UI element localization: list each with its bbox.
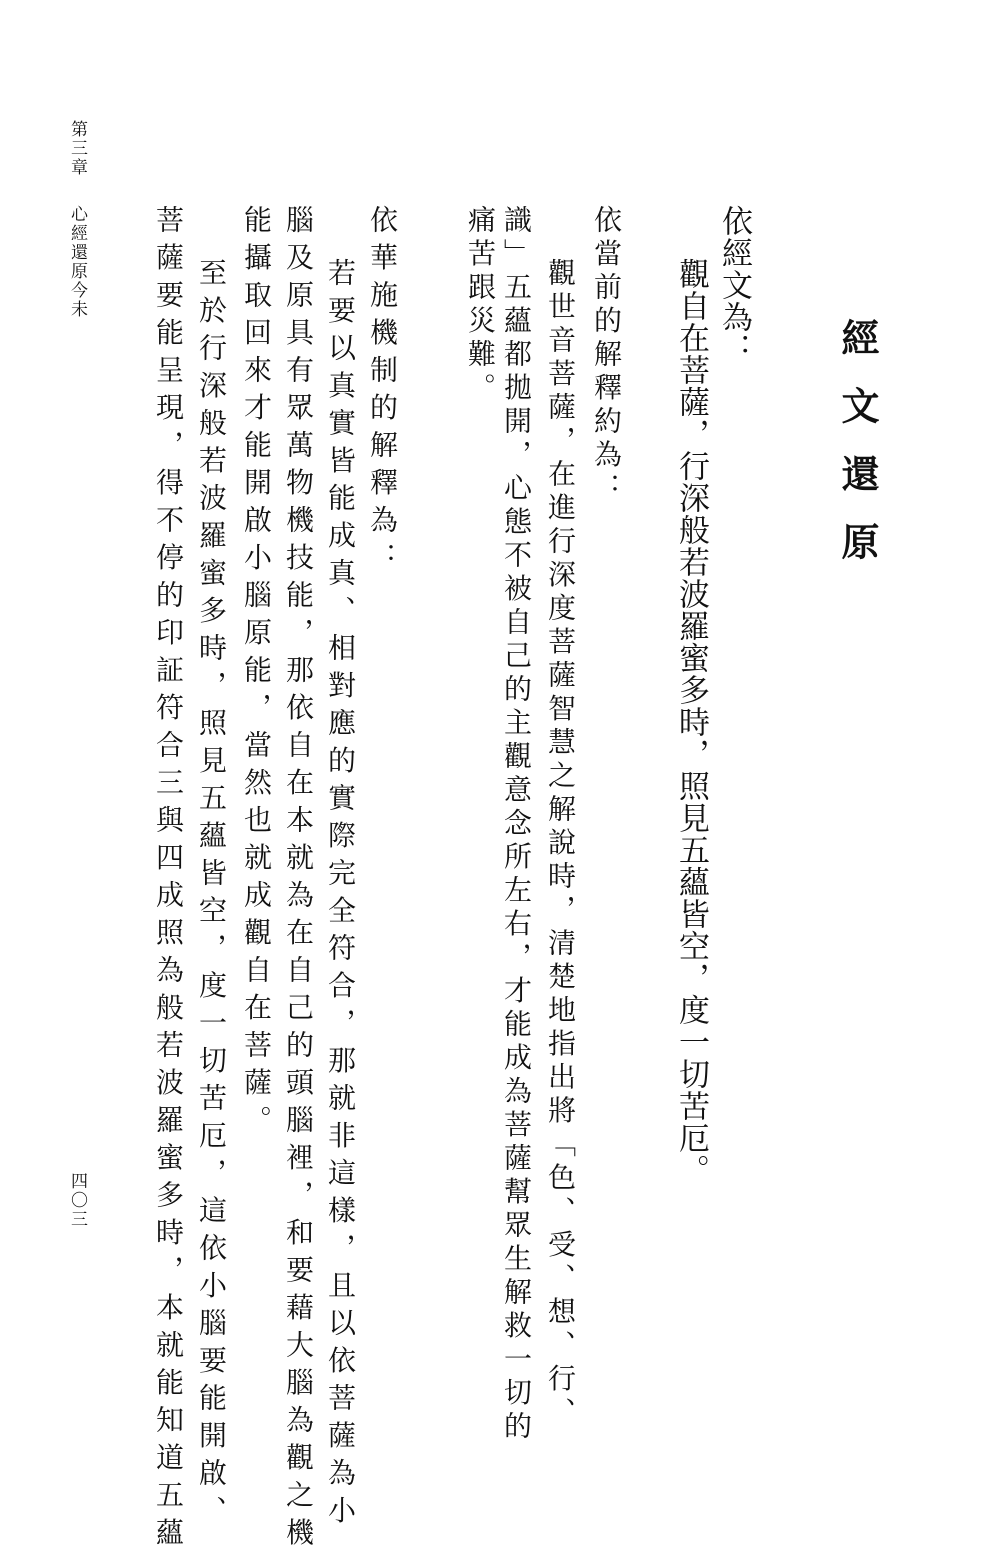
huashi-explanation-label: 依華施機制的解釋為： [366,205,399,580]
huashi-explanation-line: 腦及原具有眾萬物機技能，那依自在本就為在自己的頭腦裡，和要藉大腦為觀之機 [282,205,315,1555]
book-title: 心經還原今未 [67,205,87,319]
page-title: 經文還原 [835,318,880,590]
current-explanation-line: 識」五蘊都拋開，心態不被自己的主觀意念所左右，才能成為菩薩幫眾生解救一切的 [500,205,533,1445]
huashi-explanation-line: 至於行深般若波羅蜜多時，照見五蘊皆空，度一切苦厄，這依小腦要能開啟、 [195,258,228,1533]
current-explanation-label: 依當前的解釋約為： [590,205,623,507]
huashi-explanation-line: 能攝取回來才能開啟小腦原能，當然也就成觀自在菩薩。 [240,205,273,1143]
current-explanation-line: 觀世音菩薩，在進行深度菩薩智慧之解說時，清楚地指出將「色、受、想、行、 [544,258,577,1431]
sutra-intro: 依經文為： [716,205,752,365]
page-number: 四〇三 [67,1172,87,1229]
chapter-label: 第三章 [67,120,87,177]
huashi-explanation-line: 若要以真實皆能成真、相對應的實際完全符合，那就非這樣，且以依菩薩為小 [324,258,357,1533]
current-explanation-line: 痛苦跟災難。 [464,205,497,406]
sutra-text: 觀自在菩薩，行深般若波羅蜜多時，照見五蘊皆空，度一切苦厄。 [673,258,709,1186]
huashi-explanation-line: 菩薩要能呈現，得不停的印証符合三與四成照為般若波羅蜜多時，本就能知道五蘊 [152,205,185,1555]
